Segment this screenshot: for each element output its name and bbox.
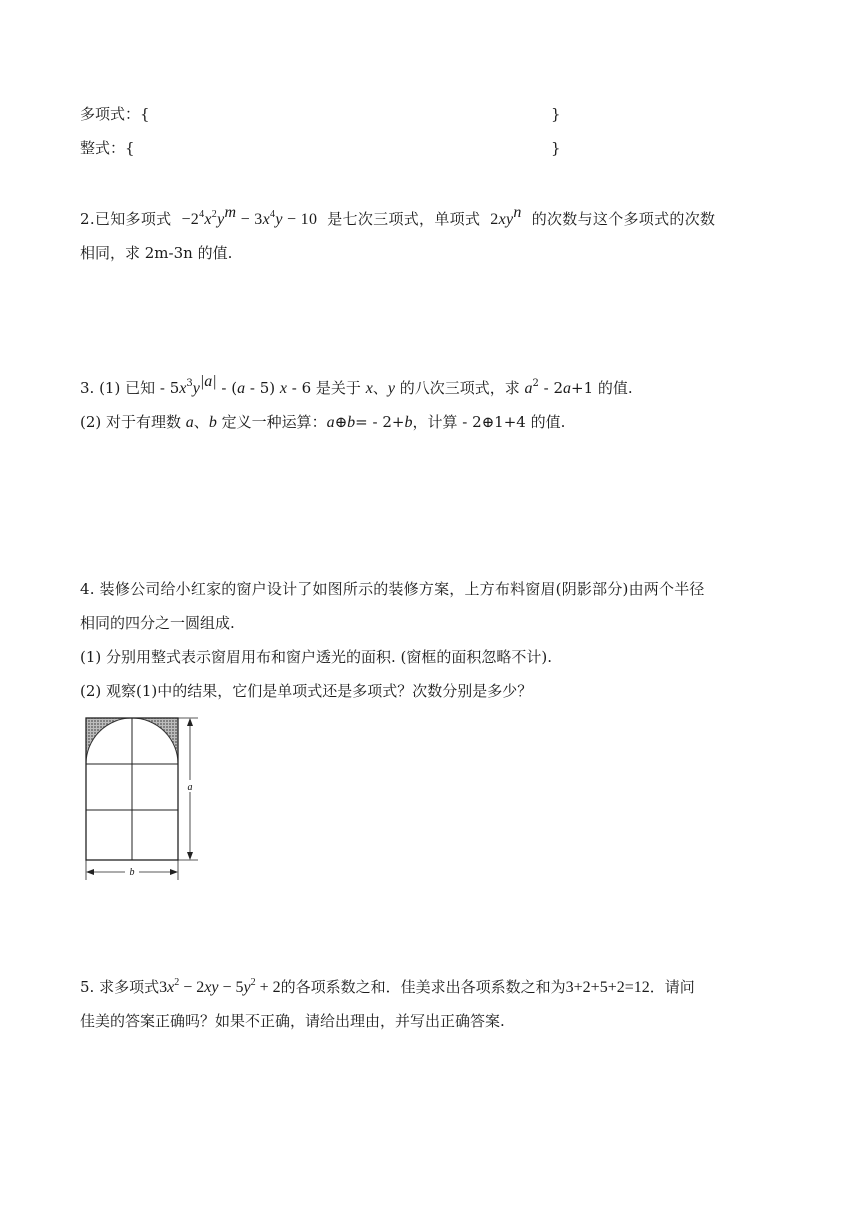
question-2-line-1: 2.已知多项式 $-2^4x^2y^m - 3x^4y - 10$ 是七次三项式，单项式 $2xy^n$ 的次数与这个多项式的次数 [80, 204, 716, 228]
window-figure [82, 714, 206, 882]
question-4-part-1: (1) 分别用整式表示窗眉用布和窗户透光的面积. (窗框的面积忽略不计). [80, 648, 553, 666]
integral-set-close-brace: } [551, 139, 561, 157]
polynomial-set-label: 多项式：{ [80, 105, 150, 123]
question-4-line-2: 相同的四分之一圆组成. [80, 614, 235, 632]
figure-label-a: a [187, 782, 193, 793]
q2-polynomial: $-2^4x^2y^m - 3x^4y - 10$ [181, 204, 318, 228]
width-arrow-right-icon [170, 869, 178, 875]
figure-label-b: b [129, 867, 135, 878]
question-2-line-2: 相同，求 2m-3n 的值. [80, 244, 233, 262]
height-arrow-up-icon [187, 718, 193, 726]
question-4-line-1: 4. 装修公司给小红家的窗户设计了如图所示的装修方案，上方布料窗眉(阴影部分)由两个半径 [80, 580, 705, 598]
question-3-part-1: 3. (1) 已知 - $5x^3y^{|a|} - (a - 5)$ x - 6 是关于 x、y 的八次三项式，求 $a^2 - 2a+1$ 的值. [80, 373, 633, 397]
question-5-line-2: 佳美的答案正确吗？如果不正确，请给出理由，并写出正确答案. [80, 1012, 505, 1030]
width-arrow-left-icon [86, 869, 94, 875]
integral-set-label: 整式：{ [80, 139, 135, 157]
question-4-part-2: (2) 观察(1)中的结果，它们是单项式还是多项式？次数分别是多少？ [80, 682, 533, 700]
height-arrow-down-icon [187, 852, 193, 860]
polynomial-set-close-brace: } [551, 105, 561, 123]
q2-monomial: $2xy^n$ [490, 204, 522, 228]
question-5-line-1: 5. 求多项式$3x^2 - 2xy - 5y^2 + 2$的各项系数之和．佳美求出各项系数之和为3+2+5+2=12．请问 [80, 977, 695, 996]
q5-polynomial: $3x^2 - 2xy - 5y^2 + 2$ [159, 977, 281, 996]
question-3-part-2: (2) 对于有理数 a、b 定义一种运算：a⊕b= - 2+b，计算 - 2⊕1+4 的值. [80, 413, 566, 431]
